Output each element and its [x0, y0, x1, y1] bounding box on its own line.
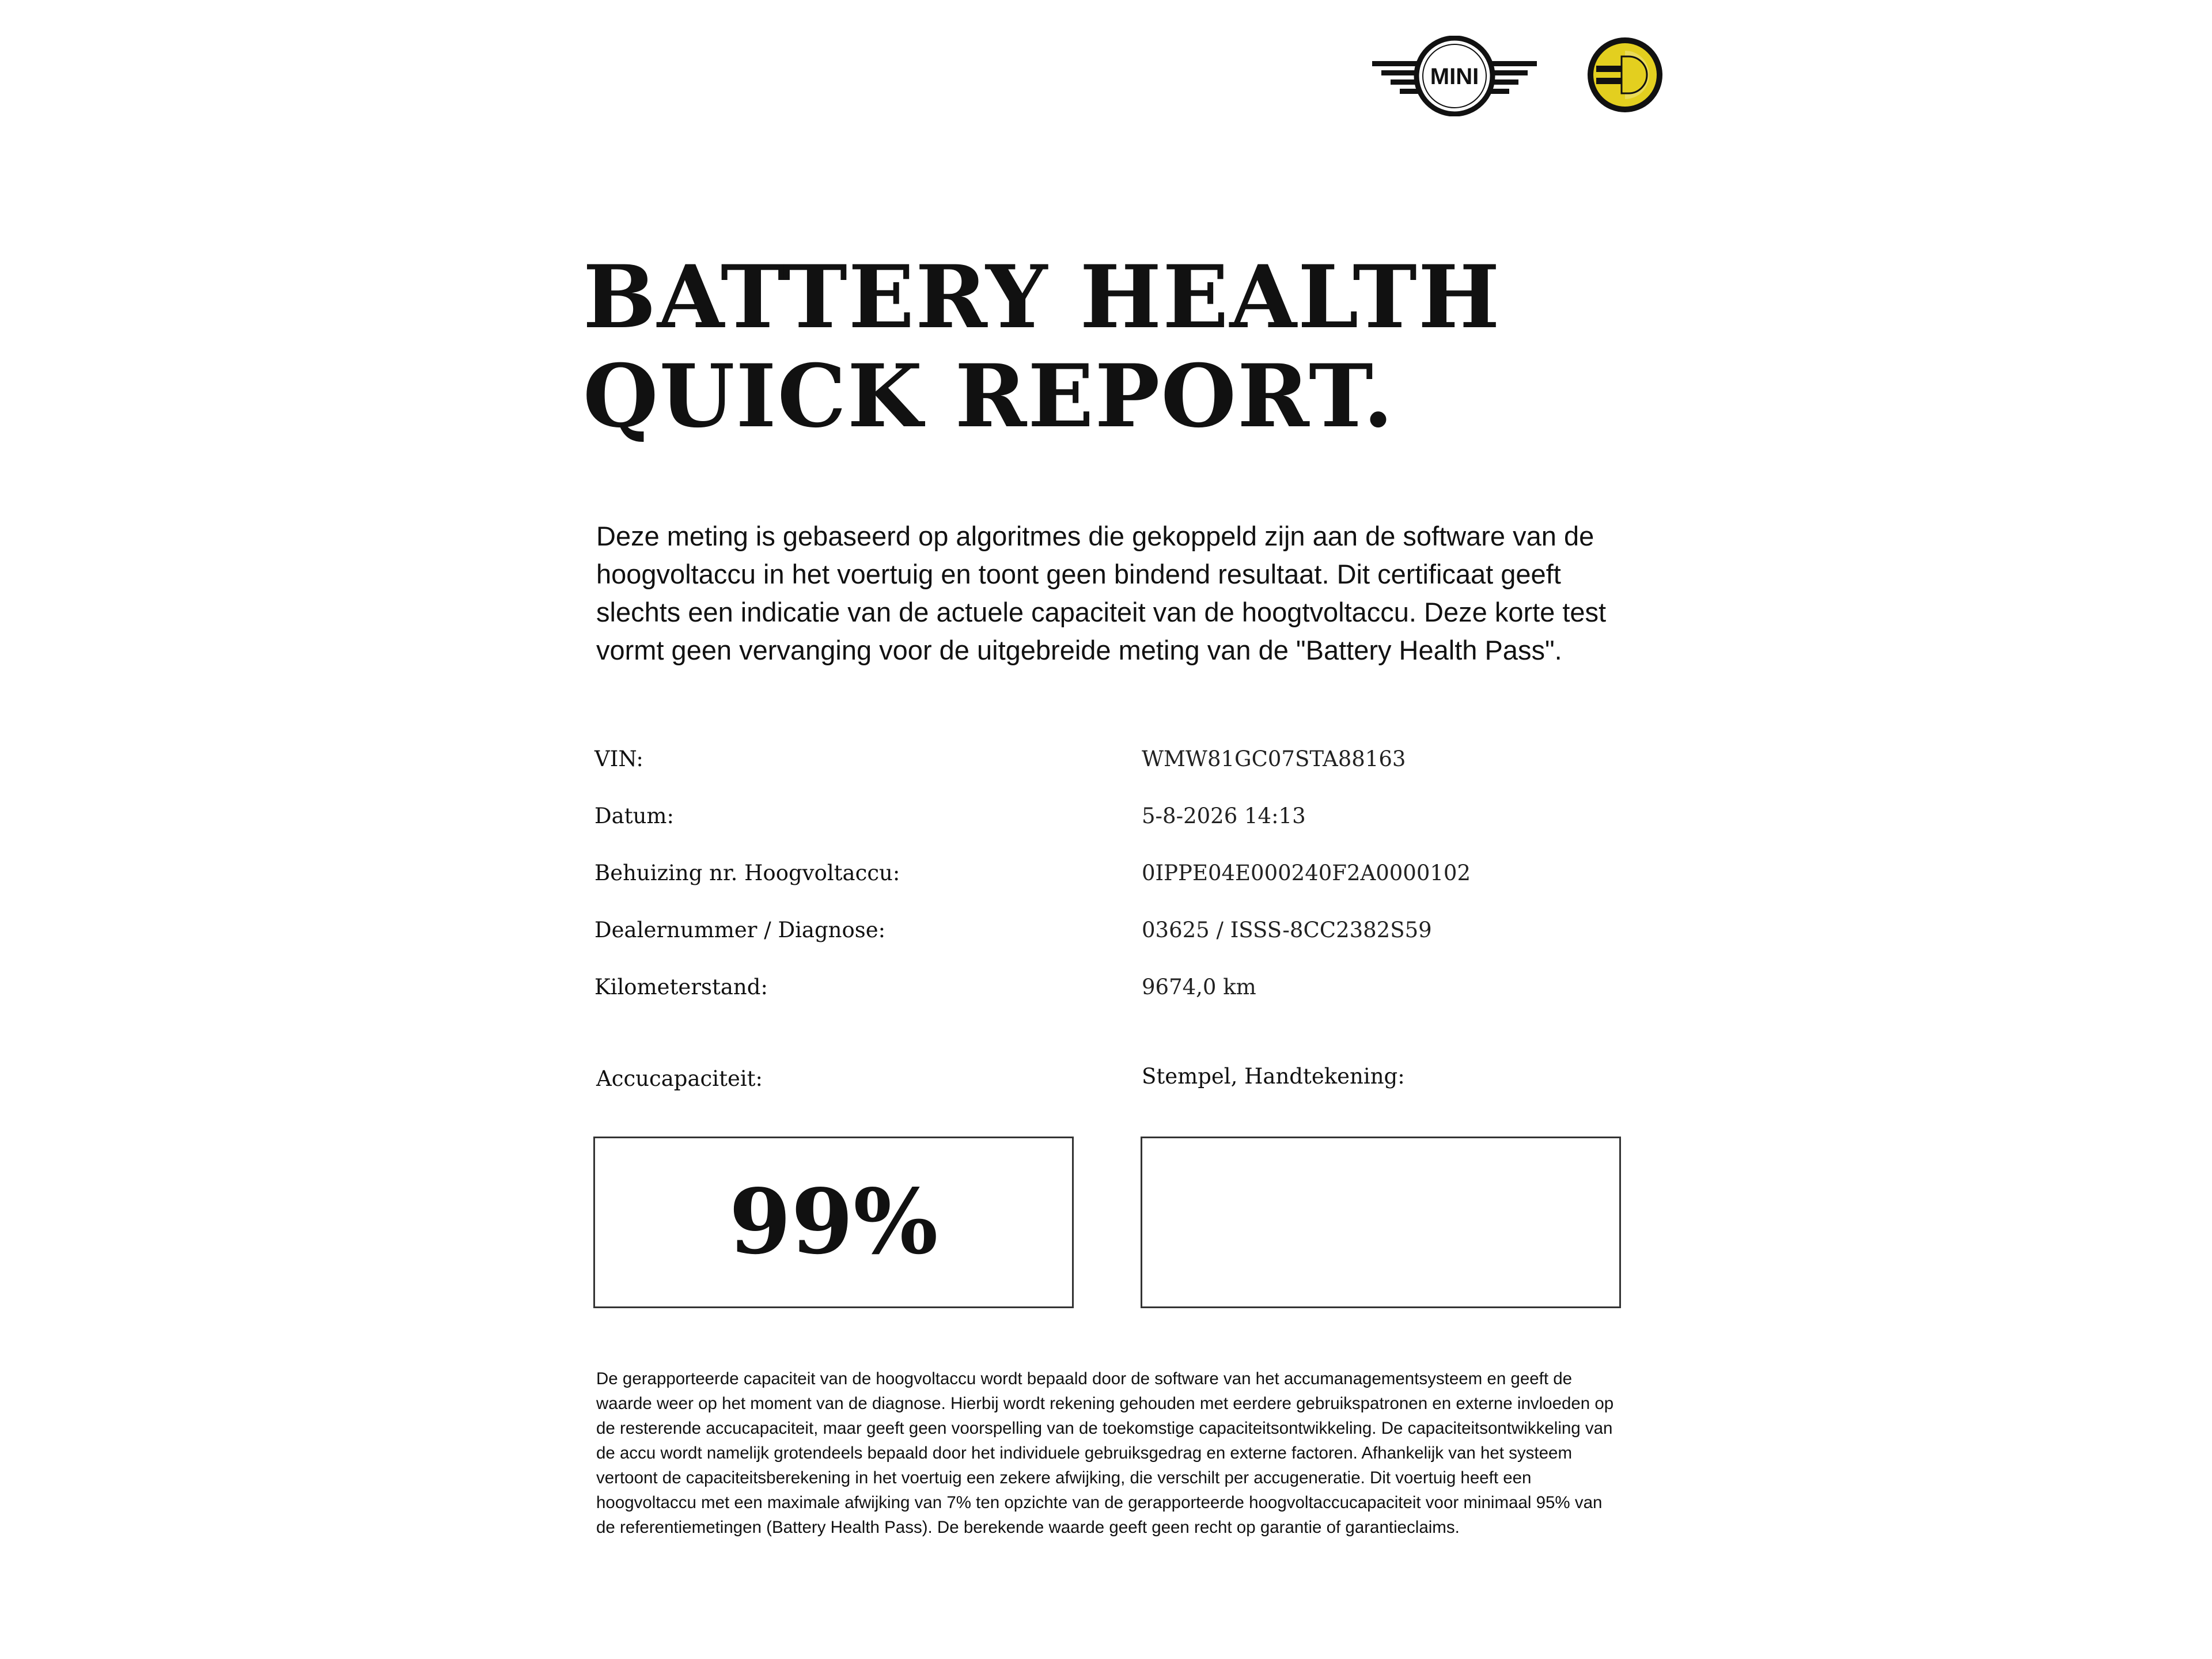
logo-bar: [1371, 36, 1671, 116]
detail-row-behuizing: [594, 856, 1631, 891]
signature-label: Stempel, Handtekening:: [1142, 1064, 1405, 1089]
detail-row-kilometerstand: [594, 970, 1631, 1005]
detail-row-dealernummer: [594, 913, 1631, 948]
report-title-line-2: QUICK REPORT.: [583, 346, 1395, 447]
intro-paragraph: Deze meting is gebaseerd op algoritmes die gekoppeld zijn aan de software van de hoogvoltaccu in het voertuig en toont geen bindend resultaat. Dit certificaat geeft slechts een indicatie van de actuele capaciteit van de hoogtvoltaccu. Deze korte test vormt geen vervanging voor de uitgebreide meting van de "Battery Health Pass".: [596, 521, 1607, 665]
detail-value: 03625 / ISSS-8CC2382S59: [1142, 918, 1432, 942]
detail-row-vin: [594, 742, 1631, 777]
detail-row-datum: [594, 799, 1631, 834]
report-title-line-1: BATTERY HEALTH: [583, 247, 1501, 348]
capacity-label: Accucapaciteit:: [596, 1066, 763, 1091]
detail-label: Dealernummer / Diagnose:: [594, 918, 886, 942]
signature-box: [1141, 1137, 1621, 1308]
detail-label: Kilometerstand:: [594, 975, 768, 999]
detail-value: 9674,0 km: [1142, 975, 1256, 999]
report-title: [583, 248, 1501, 446]
capacity-value: 99%: [729, 1169, 938, 1274]
disclaimer-text: De gerapporteerde capaciteit van de hoogvoltaccu wordt bepaald door de software van het accumanagementsysteem en geeft de waarde weer op het moment van de diagnose. Hierbij wordt rekening gehouden met eerdere gebruikspatronen en externe invloeden op de resterende accucapaciteit, maar geeft geen voorspelling van de toekomstige capaciteitsontwikkeling. De capaciteitsontwikkeling van de accu wordt namelijk grotendeels bepaald door het individuele gebruiksgedrag en externe factoren. Afhankelijk van het systeem vertoont de capaciteitsberekening in het voertuig een zekere afwijking, die verschilt per accugeneratie. Dit voertuig heeft een hoogvoltaccu met een maximale afwijking van 7% ten opzichte van de gerapporteerde hoogvoltaccucapaciteit voor minimaal 95% van de referentiemetingen (Battery Health Pass). De berekende waarde geeft geen recht op garantie of garantieclaims.: [596, 1369, 1614, 1537]
electric-plug-icon: [1587, 37, 1663, 113]
detail-value: WMW81GC07STA88163: [1142, 747, 1406, 771]
detail-label: Behuizing nr. Hoogvoltaccu:: [594, 861, 900, 885]
detail-value: 5-8-2026 14:13: [1142, 804, 1306, 828]
detail-label: Datum:: [594, 804, 674, 828]
capacity-box: [593, 1137, 1074, 1308]
mini-logo-text: MINI: [1430, 64, 1479, 89]
detail-label: VIN:: [594, 747, 643, 771]
mini-wings-logo: [1371, 36, 1538, 116]
detail-value: 0IPPE04E000240F2A0000102: [1142, 861, 1471, 885]
